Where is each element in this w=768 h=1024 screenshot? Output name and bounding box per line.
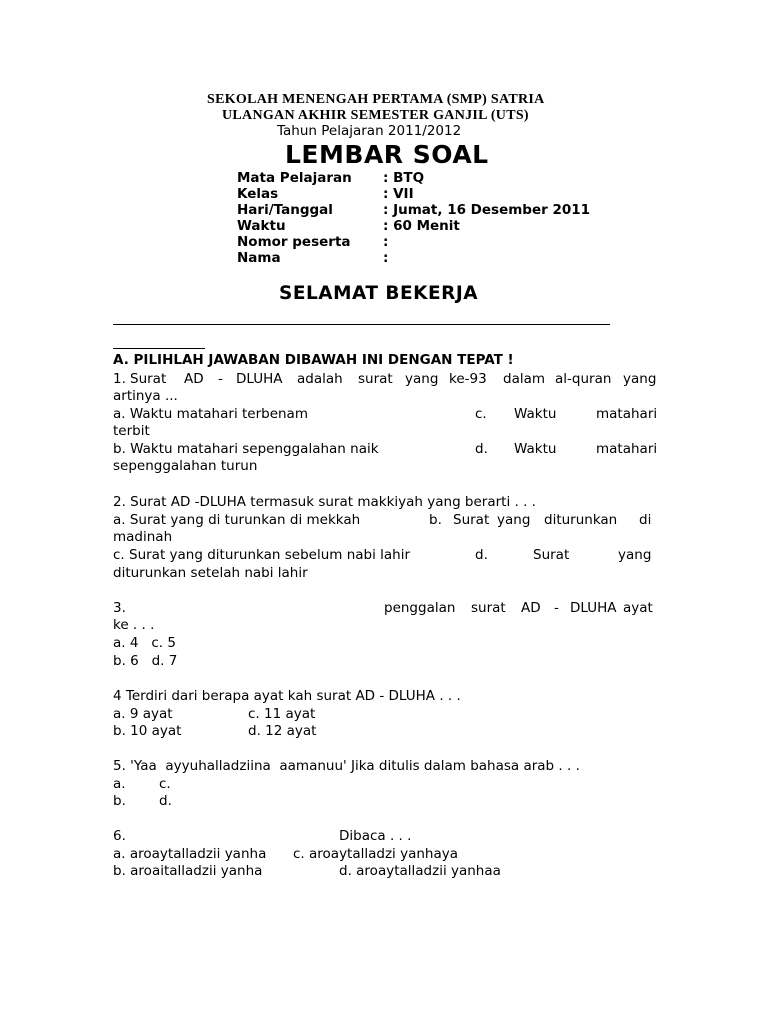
q6-option-d: d. aroaytalladzii yanhaa [339,863,501,879]
greeting: SELAMAT BEKERJA [279,283,479,304]
q2-option-d: d. [475,547,488,563]
q1-option-c: matahari [596,406,658,422]
q5-option-a: a. [113,776,126,792]
q4-option-d: d. 12 ayat [248,723,317,739]
q1-options-bd [113,441,658,459]
q4-option-a: a. 9 ayat [113,706,173,722]
q1-word: DLUHA [236,371,283,387]
q1-word: - [218,371,223,387]
q3-stem [113,600,655,618]
exam-name: ULANGAN AKHIR SEMESTER GANJIL (UTS) [222,108,529,123]
q3-word: ayat [623,600,653,616]
q2-option-d: Surat [533,547,570,563]
info-value: : VII [383,186,414,202]
q1-option-b: b. Waktu matahari sepenggalahan naik [113,441,379,457]
q1-word: adalah [297,371,343,387]
info-label: Nomor peserta [237,234,351,250]
q3-word: penggalan [384,600,456,616]
q5-stem: 5. 'Yaa ayyuhalladziina aamanuu' Jika ditulis dalam bahasa arab . . . [113,758,580,774]
q2-option-b: diturunkan [544,512,618,528]
q2-option-b: Surat [453,512,490,528]
q1-word: yang [623,371,657,387]
q2-stem: 2. Surat AD -DLUHA termasuk surat makkiyah yang berarti . . . [113,494,536,510]
q1-option-d-cont: sepenggalahan turun [113,458,258,474]
info-label: Waktu [237,218,286,234]
q4-stem: 4 Terdiri dari berapa ayat kah surat AD - DLUHA . . . [113,688,461,704]
info-label: Nama [237,250,281,266]
q1-option-c-cont: terbit [113,423,150,439]
q2-options-ab [113,512,655,530]
q2-option-b: b. [429,512,442,528]
q3-word: DLUHA [570,600,617,616]
page-title: LEMBAR SOAL [285,140,489,169]
q1-word: al-quran [555,371,612,387]
q3-word: - [554,600,559,616]
q4-option-b: b. 10 ayat [113,723,182,739]
info-value: : [383,250,389,266]
q5-option-b: b. [113,793,126,809]
q4-option-c: c. 11 ayat [248,706,316,722]
info-value: : BTQ [383,170,425,186]
q6-stem: Dibaca . . . [339,828,412,844]
q1-option-d: d. [475,441,488,457]
q1-stem [113,371,655,389]
q1-word: dalam [503,371,546,387]
info-value: : [383,234,389,250]
q2-option-b: yang [497,512,531,528]
q1-option-c: c. [475,406,487,422]
q1-option-c: Waktu [514,406,557,422]
q3-options-ac: a. 4 c. 5 [113,635,176,651]
q2-options-cd [113,547,655,565]
q1-word: yang [405,371,439,387]
q2-option-a: a. Surat yang di turunkan di mekkah [113,512,361,528]
info-label: Kelas [237,186,279,202]
q3-word: surat [471,600,506,616]
q1-option-d: matahari [596,441,658,457]
q2-option-d-cont: diturunkan setelah nabi lahir [113,565,308,581]
q1-word: surat [358,371,393,387]
q1-option-a: a. Waktu matahari terbenam [113,406,308,422]
q6-number: 6. [113,828,126,844]
q5-option-c: c. [159,776,171,792]
q6-option-c: c. aroaytalladzi yanhaya [293,846,458,862]
q3-word: AD [521,600,541,616]
q1-option-d: Waktu [514,441,557,457]
info-value: : Jumat, 16 Desember 2011 [383,202,591,218]
q1-options-ac [113,406,658,424]
school-name: SEKOLAH MENENGAH PERTAMA (SMP) SATRIA [207,92,545,107]
q5-option-d: d. [159,793,172,809]
q1-stem-cont: artinya ... [113,388,178,404]
divider [113,324,610,325]
q1-word: AD [184,371,204,387]
q3-stem-cont: ke . . . [113,617,155,633]
q1-word: 1. [113,371,126,387]
info-value: : 60 Menit [383,218,460,234]
q6-option-b: b. aroaitalladzii yanha [113,863,263,879]
q3-options-bd: b. 6 d. 7 [113,653,178,669]
q1-word: Surat [130,371,167,387]
section-a-heading: A. PILIHLAH JAWABAN DIBAWAH INI DENGAN TEPAT ! [113,352,514,368]
school-year: Tahun Pelajaran 2011/2012 [277,123,462,139]
q2-option-d: yang [618,547,652,563]
q1-word: ke-93 [449,371,487,387]
q2-option-c: c. Surat yang diturunkan sebelum nabi lahir [113,547,411,563]
q3-word: 3. [113,600,126,616]
divider-short [113,348,205,349]
q6-option-a: a. aroaytalladzii yanha [113,846,267,862]
info-label: Hari/Tanggal [237,202,333,218]
q2-option-b: di [639,512,652,528]
q2-option-b-cont: madinah [113,529,173,545]
info-label: Mata Pelajaran [237,170,352,186]
